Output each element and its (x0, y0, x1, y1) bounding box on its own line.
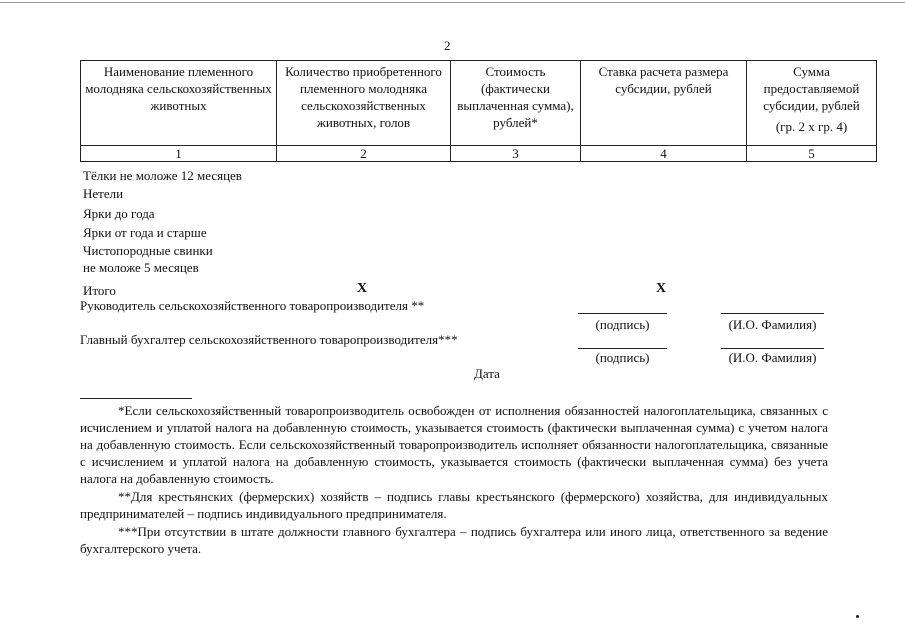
column-number: 3 (451, 146, 581, 162)
footnote-vat: *Если сельскохозяйственный товаропроизводитель освобожден от исполнения обязанностей налогоплательщика, связанных с исчислением и уплатой налога на добавленную стоимость, указывается стоимость (фактически выплаченная сумма) с учетом налога на добавленную стоимость. Если сельскохозяйственный товаропроизводитель исполняет обязанности налогоплательщика, связанные с исчислением и уплатой налога на добавленную стоимость, указывается стоимость (фактически выплаченная сумма) без учета налога на добавленную стоимость. (80, 403, 828, 486)
footnote-accountant: ***При отсутствии в штате должности главного бухгалтера – подпись бухгалтера или иного лица, ответственного за ведение бухгалтерского учета. (80, 524, 828, 556)
head-signature-caption: (подпись) (595, 317, 650, 332)
table-header-row (81, 61, 877, 146)
page-number: 2 (444, 38, 451, 53)
total-mark-quantity: Х (357, 281, 368, 296)
row-label-heifers: Нетели (83, 186, 124, 201)
footnote-separator (80, 398, 192, 399)
header-sum-note: (гр. 2 х гр. 4) (775, 119, 848, 134)
row-label-gilts-age: не моложе 5 месяцев (83, 260, 199, 275)
scan-edge-line (0, 2, 905, 3)
footnotes (80, 402, 828, 557)
row-label-total: Итого (83, 283, 116, 298)
head-name-caption: (И.О. Фамилия) (728, 317, 817, 332)
header-cell-name: Наименование племенного молодняка сельскохозяйственных животных (81, 61, 277, 146)
accountant-signature-line (578, 348, 667, 349)
header-cell-sum (747, 61, 877, 146)
column-number: 4 (581, 146, 747, 162)
header-cell-rate: Ставка расчета размера субсидии, рублей (581, 61, 747, 146)
head-name-line (721, 313, 824, 314)
head-signature-label: Руководитель сельскохозяйственного товаропроизводителя ** (80, 298, 425, 313)
subsidy-table (80, 60, 877, 162)
header-cell-quantity: Количество приобретенного племенного молодняка сельскохозяйственных животных, голов (277, 61, 451, 146)
row-label-ewes-under-year: Ярки до года (83, 206, 155, 221)
header-sum-label: Сумма предоставляемой субсидии, рублей (763, 64, 860, 113)
total-mark-rate: Х (656, 281, 667, 296)
date-label: Дата (474, 366, 500, 381)
accountant-name-caption: (И.О. Фамилия) (728, 350, 817, 365)
header-cell-cost: Стоимость (фактически выплаченная сумма), рублей* (451, 61, 581, 146)
footnote-farm-signature: **Для крестьянских (фермерских) хозяйств – подпись главы крестьянского (фермерского) хозяйства, для индивидуальных предпринимателей – подпись индивидуального предпринимателя. (80, 489, 828, 521)
scan-speck (856, 615, 859, 618)
row-label-purebred-gilts: Чистопородные свинки (83, 243, 213, 258)
column-number: 5 (747, 146, 877, 162)
accountant-name-line (721, 348, 824, 349)
head-signature-line (578, 313, 667, 314)
column-number: 2 (277, 146, 451, 162)
table-column-numbers-row (81, 146, 877, 162)
row-label-ewes-over-year: Ярки от года и старше (83, 225, 207, 240)
accountant-signature-caption: (подпись) (595, 350, 650, 365)
column-number: 1 (81, 146, 277, 162)
row-label-heifers-12m: Тёлки не моложе 12 месяцев (83, 168, 242, 183)
accountant-signature-label: Главный бухгалтер сельскохозяйственного товаропроизводителя*** (80, 332, 458, 347)
